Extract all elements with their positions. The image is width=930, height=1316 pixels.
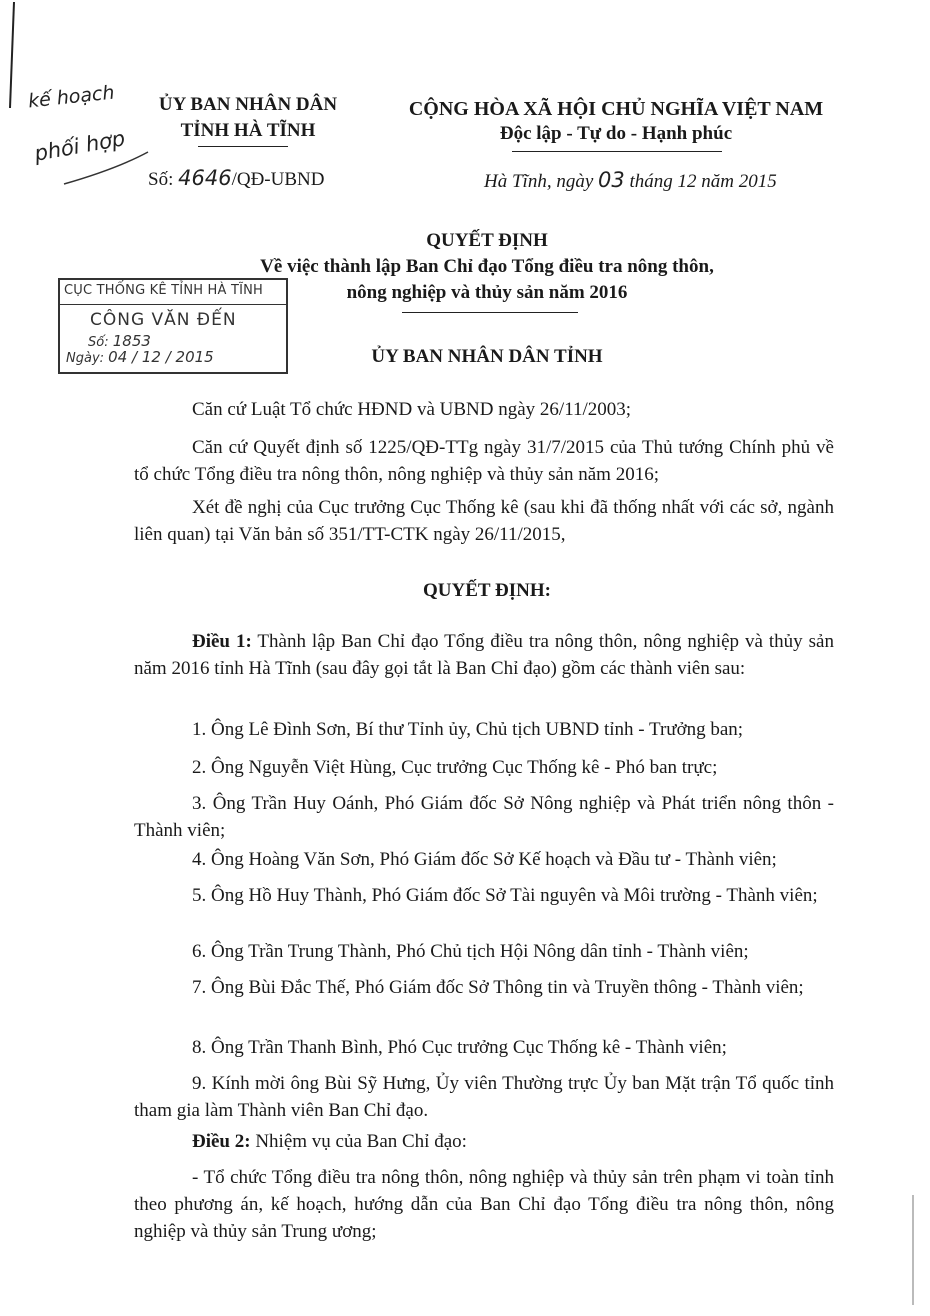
date-day-handwritten: 03 — [598, 168, 625, 192]
nation-motto: Độc lập - Tự do - Hạnh phúc — [499, 123, 733, 144]
member-8: 8. Ông Trần Thanh Bình, Phó Cục trưởng Cục Thống kê - Thành viên; — [192, 1037, 727, 1058]
date-rest: tháng 12 năm 2015 — [629, 171, 777, 192]
article-2 — [134, 1128, 834, 1155]
margin-pen-stroke — [4, 0, 18, 110]
member-9: 9. Kính mời ông Bùi Sỹ Hưng, Ủy viên Thường trực Ủy ban Mặt trận Tổ quốc tỉnh tham gia làm Thành viên Ban Chỉ đạo. — [134, 1073, 834, 1121]
article-2-text: Nhiệm vụ của Ban Chỉ đạo: — [255, 1131, 467, 1152]
decision-heading: QUYẾT ĐỊNH: — [423, 580, 551, 601]
document-number — [148, 166, 324, 191]
stamp-divider — [60, 304, 286, 305]
member-7: 7. Ông Bùi Đắc Thế, Phó Giám đốc Sở Thông tin và Truyền thông - Thành viên; — [192, 977, 804, 998]
member-6: 6. Ông Trần Trung Thành, Phó Chủ tịch Hội Nông dân tỉnh - Thành viên; — [192, 941, 749, 962]
member-5: 5. Ông Hồ Huy Thành, Phó Giám đốc Sở Tài nguyên và Môi trường - Thành viên; — [192, 885, 818, 906]
member-4: 4. Ông Hoàng Văn Sơn, Phó Giám đốc Sở Kế hoạch và Đầu tư - Thành viên; — [192, 849, 777, 870]
agency-underline — [198, 146, 288, 147]
preamble-3: Xét đề nghị của Cục trưởng Cục Thống kê (sau khi đã thống nhất với các sở, ngành liên quan) tại Văn bản số 351/TT-CTK ngày 26/11/2015, — [134, 497, 834, 545]
agency-line-1: ỦY BAN NHÂN DÂN — [158, 94, 338, 115]
agency-line-2: TỈNH HÀ TĨNH — [180, 120, 316, 141]
document-date — [484, 168, 777, 193]
handwritten-flourish — [62, 148, 152, 188]
issuer-heading: ỦY BAN NHÂN DÂN TỈNH — [371, 346, 603, 367]
member-3: 3. Ông Trần Huy Oánh, Phó Giám đốc Sở Nông nghiệp và Phát triển nông thôn - Thành viên; — [134, 793, 834, 841]
member-1: 1. Ông Lê Đình Sơn, Bí thư Tỉnh ủy, Chủ tịch UBND tỉnh - Trưởng ban; — [192, 719, 744, 740]
article-2-item-1: - Tổ chức Tổng điều tra nông thôn, nông nghiệp và thủy sản trên phạm vi toàn tỉnh theo phương án, kế hoạch, hướng dẫn của Ban Chỉ đạo Tổng điều tra nông thôn, nông nghiệp và thủy sản Trung ương; — [134, 1167, 834, 1242]
decision-title: QUYẾT ĐỊNH — [426, 230, 548, 251]
stamp-ngay-value: 04 / 12 / 2015 — [108, 348, 214, 366]
article-2-label: Điều 2: — [192, 1131, 251, 1152]
subject-underline — [402, 312, 578, 313]
article-1 — [134, 628, 834, 682]
stamp-so-value: 1853 — [112, 332, 151, 350]
member-2: 2. Ông Nguyễn Việt Hùng, Cục trưởng Cục Thống kê - Phó ban trực; — [192, 757, 718, 778]
motto-underline — [512, 151, 722, 152]
preamble-2: Căn cứ Quyết định số 1225/QĐ-TTg ngày 31/7/2015 của Thủ tướng Chính phủ về tổ chức Tổng điều tra nông thôn, nông nghiệp và thủy sản năm 2016; — [134, 437, 834, 485]
handwritten-note-1: kế hoạch — [27, 81, 116, 113]
handwritten-note-2: phối hợp — [32, 126, 127, 166]
doc-number-prefix: Số: — [148, 169, 174, 190]
stamp-org: CỤC THỐNG KÊ TỈNH HÀ TĨNH — [64, 283, 264, 298]
doc-number-handwritten: 4646 — [178, 166, 232, 190]
stamp-ngay-label: Ngày: — [66, 351, 105, 366]
decision-subject-line-1: Về việc thành lập Ban Chỉ đạo Tổng điều tra nông thôn, — [260, 256, 714, 277]
stamp-date — [66, 348, 214, 366]
scan-edge-mark — [910, 1195, 916, 1305]
doc-number-suffix: /QĐ-UBND — [231, 169, 325, 190]
decision-subject-line-2: nông nghiệp và thủy sản năm 2016 — [346, 282, 628, 303]
nation-title: CỘNG HÒA XÃ HỘI CHỦ NGHĨA VIỆT NAM — [408, 98, 824, 120]
date-prefix: Hà Tĩnh, ngày — [484, 171, 594, 192]
received-stamp — [58, 278, 288, 374]
article-1-text: Thành lập Ban Chỉ đạo Tổng điều tra nông thôn, nông nghiệp và thủy sản năm 2016 tỉnh Hà Tĩnh (sau đây gọi tắt là Ban Chỉ đạo) gồm các thành viên sau: — [134, 631, 834, 679]
preamble-1: Căn cứ Luật Tổ chức HĐND và UBND ngày 26/11/2003; — [192, 399, 632, 420]
stamp-so-label: Số: — [88, 335, 109, 350]
stamp-title: CÔNG VĂN ĐẾN — [90, 310, 237, 330]
article-1-label: Điều 1: — [192, 631, 252, 652]
